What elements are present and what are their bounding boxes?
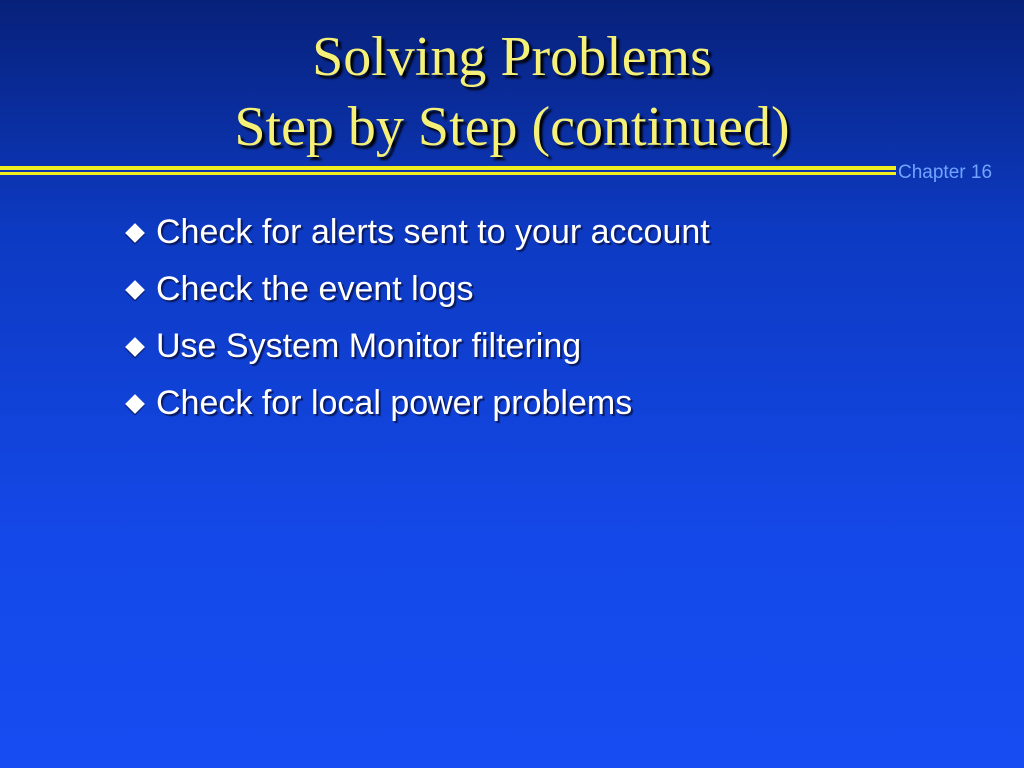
bullet-item — [124, 204, 710, 261]
bullet-text: Use System Monitor filtering — [156, 327, 582, 365]
diamond-bullet-icon — [125, 394, 145, 414]
bullet-item — [124, 375, 710, 432]
bullet-text: Check for local power problems — [156, 384, 633, 422]
title-divider-line-bottom — [0, 172, 896, 175]
slide-title — [0, 22, 1024, 162]
bullet-text: Check the event logs — [156, 270, 474, 308]
bullet-text: Check for alerts sent to your account — [156, 213, 710, 251]
diamond-bullet-icon — [125, 280, 145, 300]
slide-title-line-2: Step by Step (continued) — [234, 96, 790, 158]
diamond-bullet-icon — [125, 337, 145, 357]
title-divider-line-top — [0, 166, 896, 170]
diamond-bullet-icon — [125, 223, 145, 243]
bullet-item — [124, 318, 710, 375]
chapter-label: Chapter 16 — [898, 162, 993, 183]
slide-title-line-1: Solving Problems — [312, 26, 712, 88]
bullet-list — [124, 204, 710, 432]
title-divider — [0, 166, 896, 175]
bullet-item — [124, 261, 710, 318]
